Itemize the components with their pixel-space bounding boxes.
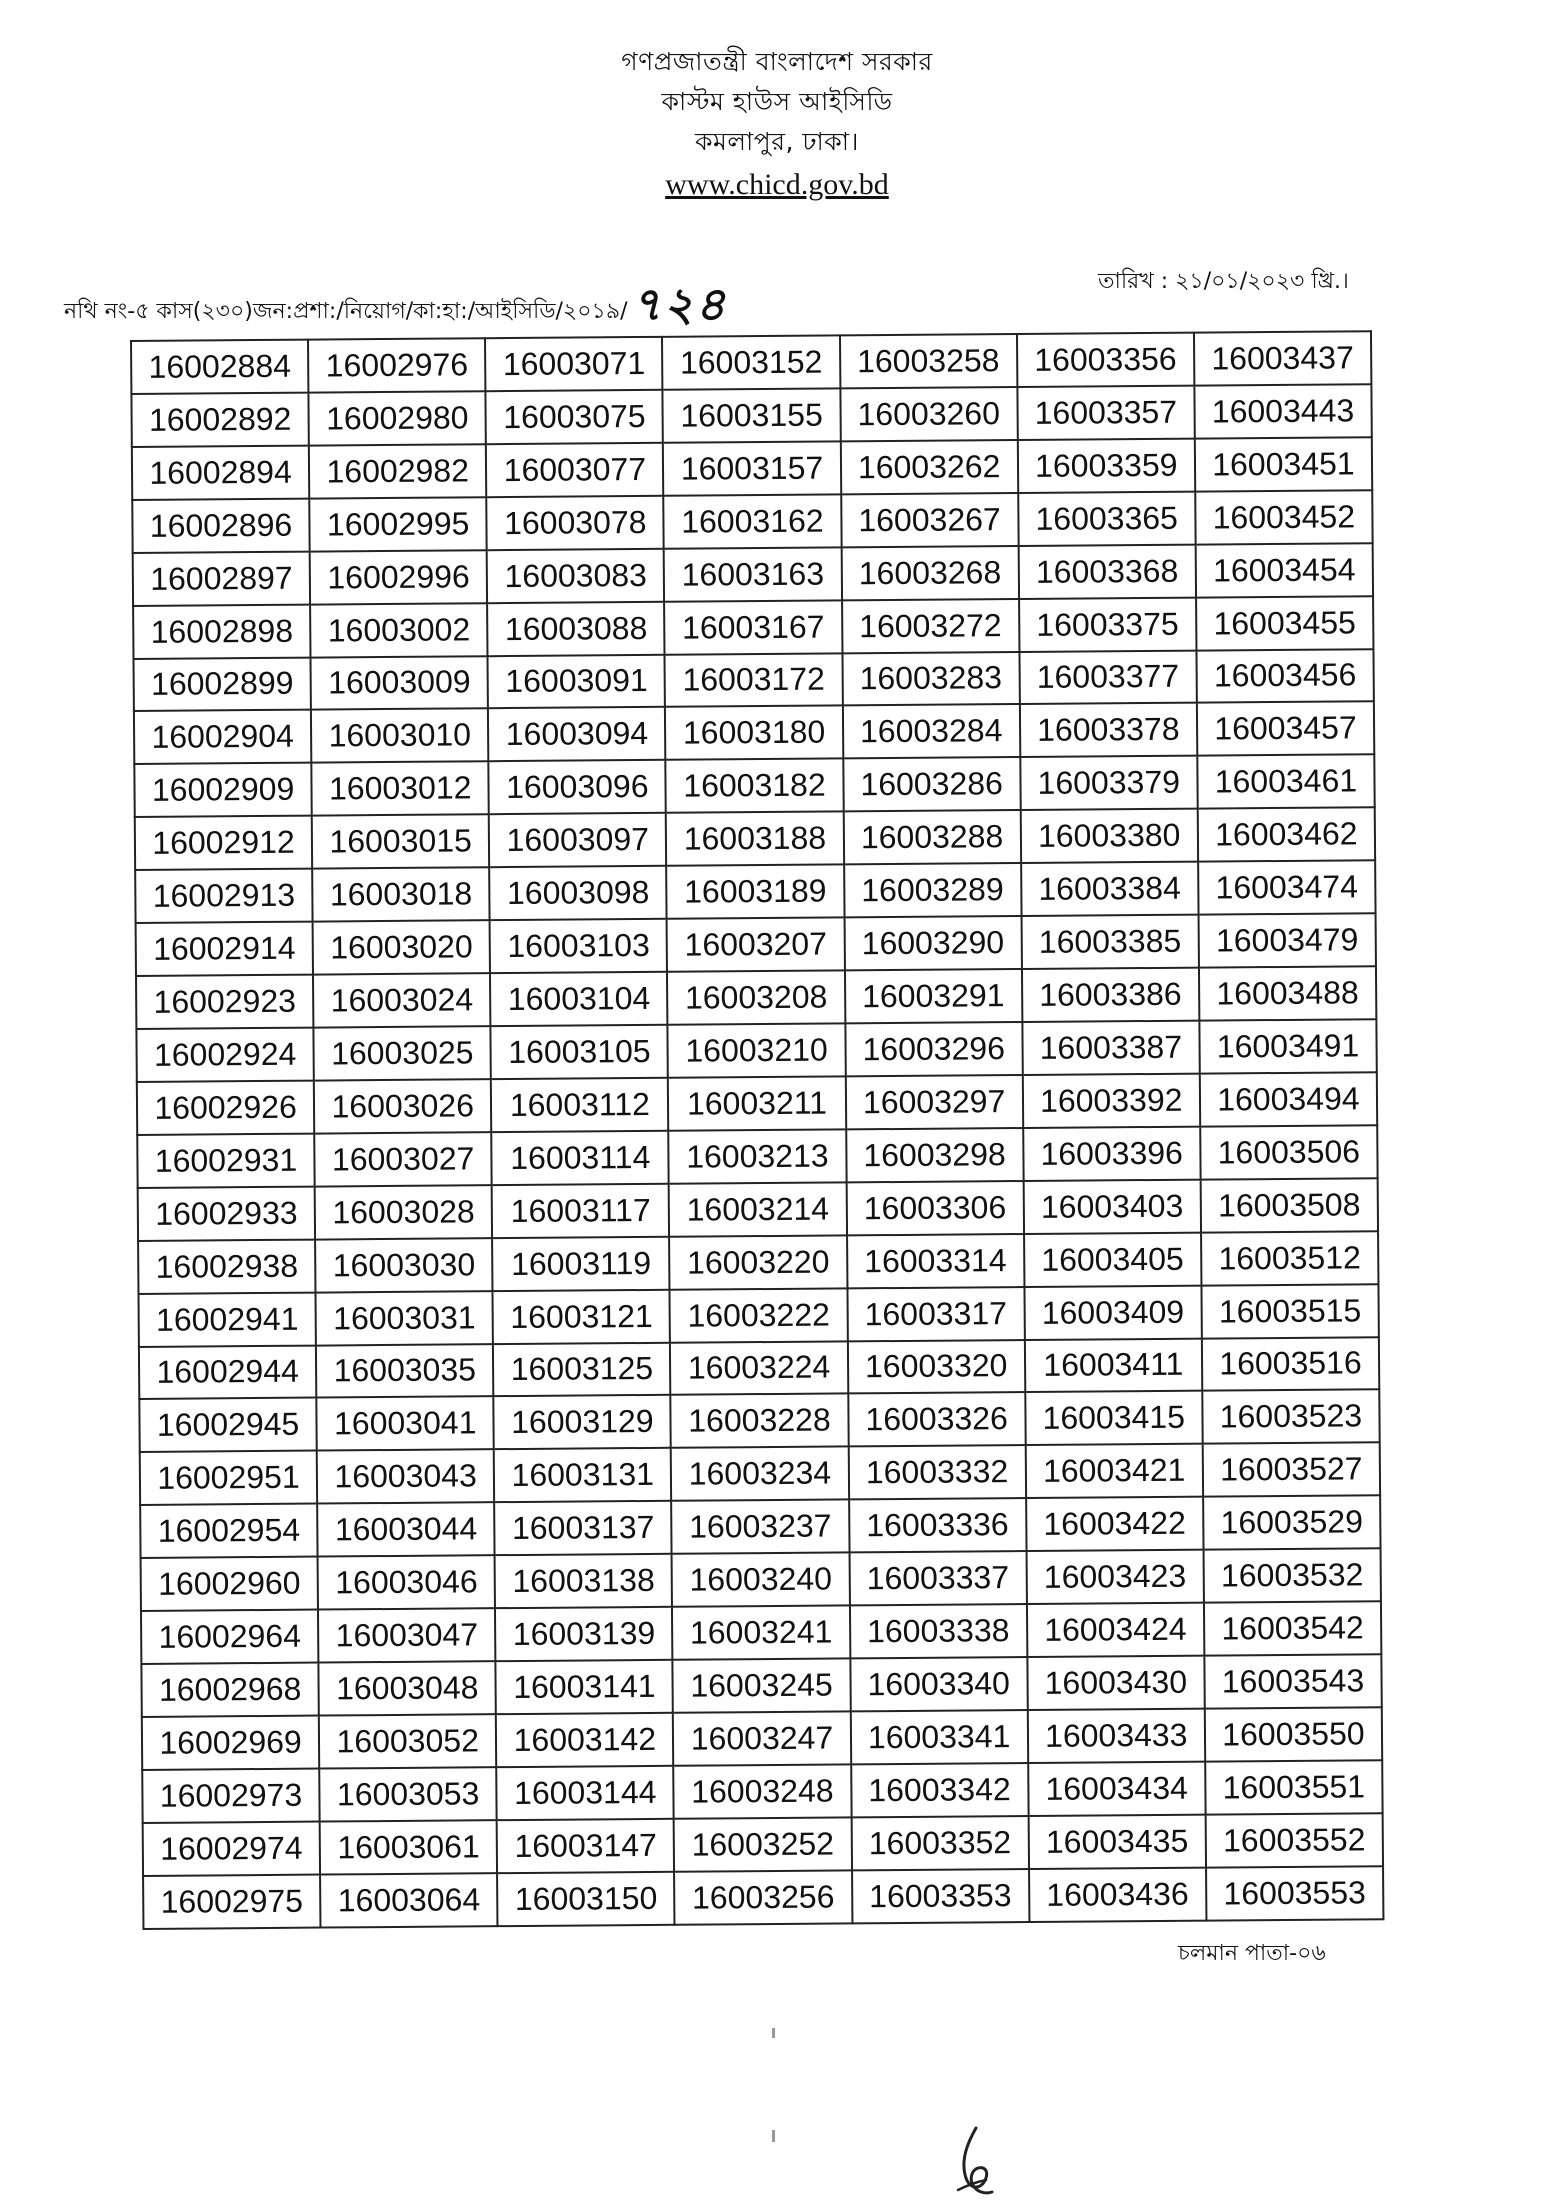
roll-number-cell: 16003207 [667, 918, 845, 972]
roll-number-cell: 16003396 [1023, 1126, 1201, 1180]
roll-number-cell: 16003405 [1024, 1232, 1202, 1286]
roll-number-cell: 16003104 [490, 972, 668, 1026]
roll-number-cell: 16003368 [1018, 544, 1196, 598]
roll-number-cell: 16003462 [1198, 808, 1376, 862]
roll-number-cell: 16003297 [845, 1075, 1023, 1129]
table-row [134, 649, 1374, 712]
roll-number-cell: 16003357 [1017, 386, 1195, 440]
roll-number-cell: 16003182 [666, 759, 844, 813]
roll-number-cell: 16002926 [137, 1080, 315, 1134]
roll-number-cell: 16003437 [1194, 331, 1372, 385]
roll-number-cell: 16003117 [492, 1184, 670, 1238]
roll-number-cell: 16003272 [842, 599, 1020, 653]
roll-number-cell: 16003260 [840, 387, 1018, 441]
roll-number-cell: 16003139 [495, 1607, 673, 1661]
table-row [140, 1495, 1380, 1558]
roll-number-cell: 16002975 [143, 1874, 321, 1929]
roll-number-cell: 16002913 [135, 869, 313, 923]
roll-number-cell: 16003286 [843, 757, 1021, 811]
roll-number-cell: 16003338 [850, 1604, 1028, 1658]
memo-date: তারিখ : ২১/০১/২০২৩ খ্রি.। [1098, 269, 1349, 294]
roll-number-cell: 16003457 [1197, 702, 1375, 756]
roll-number-cell: 16002912 [135, 816, 313, 870]
roll-number-cell: 16003210 [668, 1023, 846, 1077]
roll-number-cell: 16003479 [1198, 913, 1376, 967]
roll-number-cell: 16003488 [1199, 966, 1377, 1020]
roll-number-cell: 16003515 [1201, 1284, 1379, 1338]
roll-number-cell: 16003157 [663, 441, 841, 495]
roll-number-cell: 16003071 [485, 337, 663, 391]
roll-number-cell: 16003506 [1200, 1125, 1378, 1179]
punch-mark [772, 2130, 775, 2142]
roll-number-cell: 16002996 [310, 550, 488, 604]
roll-number-cell: 16003018 [312, 867, 490, 921]
roll-number-cell: 16003064 [320, 1873, 498, 1928]
roll-number-cell: 16003336 [849, 1498, 1027, 1552]
roll-number-cell: 16003172 [665, 653, 843, 707]
handwritten-memo-number: ৭২৪ [631, 277, 728, 331]
roll-number-cell: 16002894 [132, 445, 310, 499]
office-address: কমলাপুর, ঢাকা। [695, 127, 859, 156]
roll-number-cell: 16002884 [131, 340, 309, 394]
roll-number-cell: 16002980 [309, 391, 487, 445]
roll-number-cell: 16003542 [1204, 1601, 1382, 1655]
roll-number-cell: 16003222 [670, 1288, 848, 1342]
table-row [137, 1072, 1377, 1135]
roll-number-cell: 16003454 [1195, 543, 1373, 597]
roll-number-cell: 16003298 [846, 1128, 1024, 1182]
roll-number-cell: 16003012 [311, 762, 489, 816]
roll-number-cell: 16003289 [844, 863, 1022, 917]
roll-number-cell: 16003162 [664, 494, 842, 548]
roll-number-cell: 16003341 [850, 1710, 1028, 1764]
roll-number-cell: 16003155 [663, 388, 841, 442]
roll-number-cell: 16003553 [1206, 1866, 1384, 1921]
table-row [135, 860, 1375, 923]
roll-number-cell: 16003380 [1020, 809, 1198, 863]
table-row [142, 1760, 1382, 1823]
roll-number-cell: 16002923 [136, 975, 314, 1029]
roll-number-cell: 16003455 [1196, 596, 1374, 650]
letterhead [0, 42, 1554, 202]
roll-number-cell: 16003291 [845, 969, 1023, 1023]
roll-number-cell: 16003365 [1018, 491, 1196, 545]
roll-number-cell: 16002904 [134, 710, 312, 764]
roll-number-cell: 16003129 [494, 1395, 672, 1449]
roll-number-cell: 16003409 [1024, 1285, 1202, 1339]
roll-number-cell: 16003527 [1203, 1443, 1381, 1497]
roll-number-cell: 16003138 [495, 1554, 673, 1608]
table-row [132, 437, 1372, 500]
roll-number-cell: 16003443 [1194, 384, 1372, 438]
roll-number-cell: 16003213 [669, 1129, 847, 1183]
website-link[interactable]: www.chicd.gov.bd [665, 168, 889, 201]
table-row [139, 1337, 1379, 1400]
roll-number-cell: 16002892 [131, 393, 309, 447]
table-row [138, 1178, 1378, 1241]
roll-number-cell: 16003189 [667, 865, 845, 919]
roll-number-cell: 16003411 [1025, 1338, 1203, 1392]
table-row [133, 596, 1373, 659]
table-row [141, 1601, 1381, 1664]
roll-number-cell: 16002945 [139, 1398, 317, 1452]
roll-number-cell: 16003288 [843, 810, 1021, 864]
roll-number-cell: 16003247 [673, 1711, 851, 1765]
roll-number-cell: 16003237 [672, 1500, 850, 1554]
roll-number-cell: 16002995 [309, 497, 487, 551]
roll-number-cell: 16003532 [1203, 1548, 1381, 1602]
roll-number-cell: 16003047 [318, 1608, 496, 1662]
table-row [140, 1443, 1380, 1506]
roll-number-cell: 16003020 [313, 920, 491, 974]
roll-number-cell: 16003098 [489, 866, 667, 920]
roll-number-cell: 16003252 [674, 1817, 852, 1871]
roll-number-cell: 16002968 [141, 1663, 319, 1717]
table-row [142, 1707, 1382, 1770]
table-row [141, 1654, 1381, 1717]
roll-number-cell: 16003208 [667, 970, 845, 1024]
roll-number-cell: 16003075 [486, 390, 664, 444]
roll-number-cell: 16003403 [1023, 1179, 1201, 1233]
table-row [136, 966, 1376, 1029]
table-row [133, 543, 1373, 606]
roll-number-cell: 16003452 [1195, 490, 1373, 544]
roll-number-cell: 16003094 [488, 707, 666, 761]
roll-number-cell: 16003224 [670, 1341, 848, 1395]
roll-number-cell: 16003356 [1017, 333, 1195, 387]
roll-number-cell: 16003091 [488, 654, 666, 708]
roll-number-cell: 16003375 [1019, 597, 1197, 651]
roll-number-cell: 16003024 [313, 973, 491, 1027]
roll-number-cell: 16003141 [496, 1660, 674, 1714]
roll-number-cell: 16002938 [138, 1239, 316, 1293]
roll-number-cell: 16003152 [662, 335, 840, 389]
roll-number-cell: 16003240 [672, 1553, 850, 1607]
roll-number-cell: 16002974 [143, 1821, 321, 1875]
roll-number-cell: 16002982 [309, 444, 487, 498]
table-row [143, 1813, 1383, 1876]
roll-number-cell: 16003516 [1202, 1337, 1380, 1391]
roll-number-cell: 16003052 [319, 1714, 497, 1768]
roll-number-cell: 16003180 [665, 706, 843, 760]
roll-number-cell: 16003030 [315, 1238, 493, 1292]
roll-number-cell: 16003167 [664, 600, 842, 654]
roll-number-cell: 16003474 [1198, 860, 1376, 914]
roll-number-cell: 16003377 [1019, 650, 1197, 704]
roll-number-cell: 16003211 [668, 1076, 846, 1130]
roll-number-cell: 16003551 [1205, 1760, 1383, 1814]
roll-number-cell: 16003077 [486, 443, 664, 497]
roll-number-cell: 16003053 [319, 1767, 497, 1821]
roll-number-cell: 16003552 [1205, 1813, 1383, 1867]
roll-number-cell: 16003097 [489, 813, 667, 867]
roll-number-cell: 16002944 [139, 1345, 317, 1399]
roll-number-cell: 16003088 [487, 601, 665, 655]
table-row [135, 808, 1375, 871]
roll-number-cell: 16003306 [846, 1181, 1024, 1235]
roll-number-cell: 16002897 [133, 551, 311, 605]
table-row [141, 1548, 1381, 1611]
table-row [132, 490, 1372, 553]
roll-number-cell: 16003121 [493, 1289, 671, 1343]
memo-number: নথি নং-৫ কাস(২৩০)জন:প্রশা:/নিয়োগ/কা:হা:/আইসিডি/২০১৯/ [64, 299, 628, 324]
roll-number-cell: 16003424 [1027, 1603, 1205, 1657]
roll-number-cell: 16003041 [316, 1397, 494, 1451]
roll-number-cell: 16003150 [497, 1872, 675, 1927]
roll-number-cell: 16002898 [133, 604, 311, 658]
roll-number-cell: 16003384 [1021, 862, 1199, 916]
roll-number-cell: 16003258 [840, 334, 1018, 388]
roll-number-cell: 16003031 [316, 1291, 494, 1345]
roll-number-cell: 16003434 [1028, 1761, 1206, 1815]
roll-number-cell: 16003163 [664, 547, 842, 601]
roll-number-cell: 16003046 [318, 1555, 496, 1609]
table-row [134, 755, 1374, 818]
roll-number-cell: 16003296 [845, 1022, 1023, 1076]
roll-number-cell: 16002933 [138, 1186, 316, 1240]
roll-number-cell: 16002931 [137, 1133, 315, 1187]
roll-number-cell: 16003290 [844, 916, 1022, 970]
roll-number-cell: 16003015 [312, 814, 490, 868]
roll-number-cell: 16003337 [849, 1551, 1027, 1605]
roll-number-cell: 16003114 [492, 1131, 670, 1185]
roll-number-cell: 16002951 [140, 1451, 318, 1505]
roll-number-cell: 16003262 [840, 440, 1018, 494]
roll-number-table [130, 330, 1384, 1930]
roll-number-cell: 16003002 [310, 603, 488, 657]
roll-number-cell: 16002976 [308, 338, 486, 392]
roll-number-cell: 16003320 [847, 1340, 1025, 1394]
roll-number-cell: 16003512 [1201, 1231, 1379, 1285]
roll-number-cell: 16003241 [672, 1606, 850, 1660]
roll-number-cell: 16003144 [497, 1766, 675, 1820]
roll-number-cell: 16003125 [493, 1342, 671, 1396]
table-row [138, 1231, 1378, 1294]
roll-number-cell: 16003284 [842, 704, 1020, 758]
roll-number-cell: 16003112 [491, 1078, 669, 1132]
roll-number-cell: 16003415 [1025, 1391, 1203, 1445]
roll-number-cell: 16003436 [1029, 1867, 1207, 1922]
table-row [131, 384, 1371, 447]
roll-number-cell: 16003461 [1197, 755, 1375, 809]
roll-number-cell: 16002954 [140, 1504, 318, 1558]
roll-number-cell: 16003083 [487, 548, 665, 602]
roll-number-cell: 16003267 [841, 493, 1019, 547]
table-row [134, 702, 1374, 765]
roll-number-cell: 16003451 [1195, 437, 1373, 491]
roll-number-cell: 16003430 [1027, 1656, 1205, 1710]
roll-number-cell: 16003234 [671, 1447, 849, 1501]
roll-number-cell: 16003131 [494, 1448, 672, 1502]
roll-number-cell: 16003342 [851, 1763, 1029, 1817]
roll-number-cell: 16002964 [141, 1610, 319, 1664]
roll-number-cell: 16003379 [1020, 756, 1198, 810]
office-name: কাস্টম হাউস আইসিডি [661, 87, 893, 116]
roll-number-cell: 16003256 [674, 1870, 852, 1925]
roll-number-cell: 16003027 [314, 1132, 492, 1186]
roll-number-cell: 16003137 [494, 1501, 672, 1555]
roll-number-cell: 16003220 [669, 1235, 847, 1289]
roll-number-cell: 16003508 [1200, 1178, 1378, 1232]
roll-number-cell: 16003491 [1199, 1019, 1377, 1073]
roll-number-cell: 16003550 [1205, 1707, 1383, 1761]
roll-number-cell: 16003035 [316, 1344, 494, 1398]
roll-number-cell: 16002896 [132, 498, 310, 552]
roll-number-cell: 16002941 [138, 1292, 316, 1346]
roll-number-cell: 16002973 [142, 1768, 320, 1822]
roll-number-cell: 16003494 [1200, 1072, 1378, 1126]
roll-number-cell: 16002969 [142, 1716, 320, 1770]
table-row [139, 1390, 1379, 1453]
table-row [136, 913, 1376, 976]
roll-number-cell: 16003433 [1027, 1709, 1205, 1763]
roll-number-cell: 16003543 [1204, 1654, 1382, 1708]
roll-number-cell: 16002924 [136, 1028, 314, 1082]
roll-number-cell: 16003147 [497, 1819, 675, 1873]
signature-mark [946, 2120, 1006, 2200]
table-row [143, 1866, 1383, 1929]
roll-number-cell: 16003435 [1028, 1814, 1206, 1868]
roll-number-cell: 16003352 [851, 1816, 1029, 1870]
roll-number-cell: 16003061 [320, 1820, 498, 1874]
roll-number-cell: 16003314 [847, 1234, 1025, 1288]
roll-number-cell: 16003423 [1026, 1550, 1204, 1604]
memo-reference [64, 270, 727, 346]
roll-number-cell: 16003214 [669, 1182, 847, 1236]
roll-number-cell: 16003332 [848, 1445, 1026, 1499]
roll-number-cell: 16003392 [1023, 1074, 1201, 1128]
roll-number-cell: 16002909 [134, 763, 312, 817]
roll-number-cell: 16003096 [489, 760, 667, 814]
table-row [131, 331, 1371, 394]
roll-number-cell: 16003245 [673, 1658, 851, 1712]
roll-number-cell: 16003359 [1018, 438, 1196, 492]
government-title: গণপ্রজাতন্ত্রী বাংলাদেশ সরকার [621, 47, 933, 76]
table-row [136, 1019, 1376, 1082]
roll-number-cell: 16002960 [141, 1557, 319, 1611]
roll-number-cell: 16003009 [311, 656, 489, 710]
roll-number-cell: 16003028 [315, 1185, 493, 1239]
roll-number-cell: 16003317 [847, 1287, 1025, 1341]
roll-number-cell: 16003228 [671, 1394, 849, 1448]
roll-number-cell: 16003529 [1203, 1495, 1381, 1549]
roll-number-cell: 16003119 [492, 1236, 670, 1290]
roll-number-cell: 16003268 [841, 546, 1019, 600]
continuation-note: চলমান পাতা-০৬ [1178, 1941, 1326, 1966]
roll-number-cell: 16003025 [314, 1026, 492, 1080]
roll-number-cell: 16003456 [1196, 649, 1374, 703]
roll-number-cell: 16003421 [1025, 1444, 1203, 1498]
roll-number-cell: 16003523 [1202, 1390, 1380, 1444]
roll-number-cell: 16003422 [1026, 1497, 1204, 1551]
roll-number-cell: 16003385 [1021, 915, 1199, 969]
roll-number-cell: 16003103 [490, 919, 668, 973]
roll-number-cell: 16003248 [674, 1764, 852, 1818]
roll-number-cell: 16003326 [848, 1392, 1026, 1446]
roll-number-cell: 16003043 [317, 1450, 495, 1504]
table-row [138, 1284, 1378, 1347]
roll-number-cell: 16003142 [496, 1713, 674, 1767]
roll-number-cell: 16003078 [487, 496, 665, 550]
table-row [137, 1125, 1377, 1188]
roll-number-cell: 16003105 [491, 1025, 669, 1079]
roll-number-cell: 16003386 [1022, 968, 1200, 1022]
roll-number-cell: 16003048 [319, 1661, 497, 1715]
roll-number-cell: 16003044 [317, 1502, 495, 1556]
roll-number-cell: 16003283 [842, 652, 1020, 706]
roll-number-cell: 16003340 [850, 1657, 1028, 1711]
roll-number-cell: 16003010 [311, 709, 489, 763]
roll-number-cell: 16002899 [134, 657, 312, 711]
roll-number-cell: 16003026 [314, 1079, 492, 1133]
punch-mark [772, 2028, 775, 2038]
roll-number-cell: 16003378 [1020, 703, 1198, 757]
roll-number-cell: 16003188 [666, 812, 844, 866]
roll-number-cell: 16003387 [1022, 1021, 1200, 1075]
roll-number-cell: 16003353 [852, 1869, 1030, 1924]
roll-number-cell: 16002914 [136, 922, 314, 976]
